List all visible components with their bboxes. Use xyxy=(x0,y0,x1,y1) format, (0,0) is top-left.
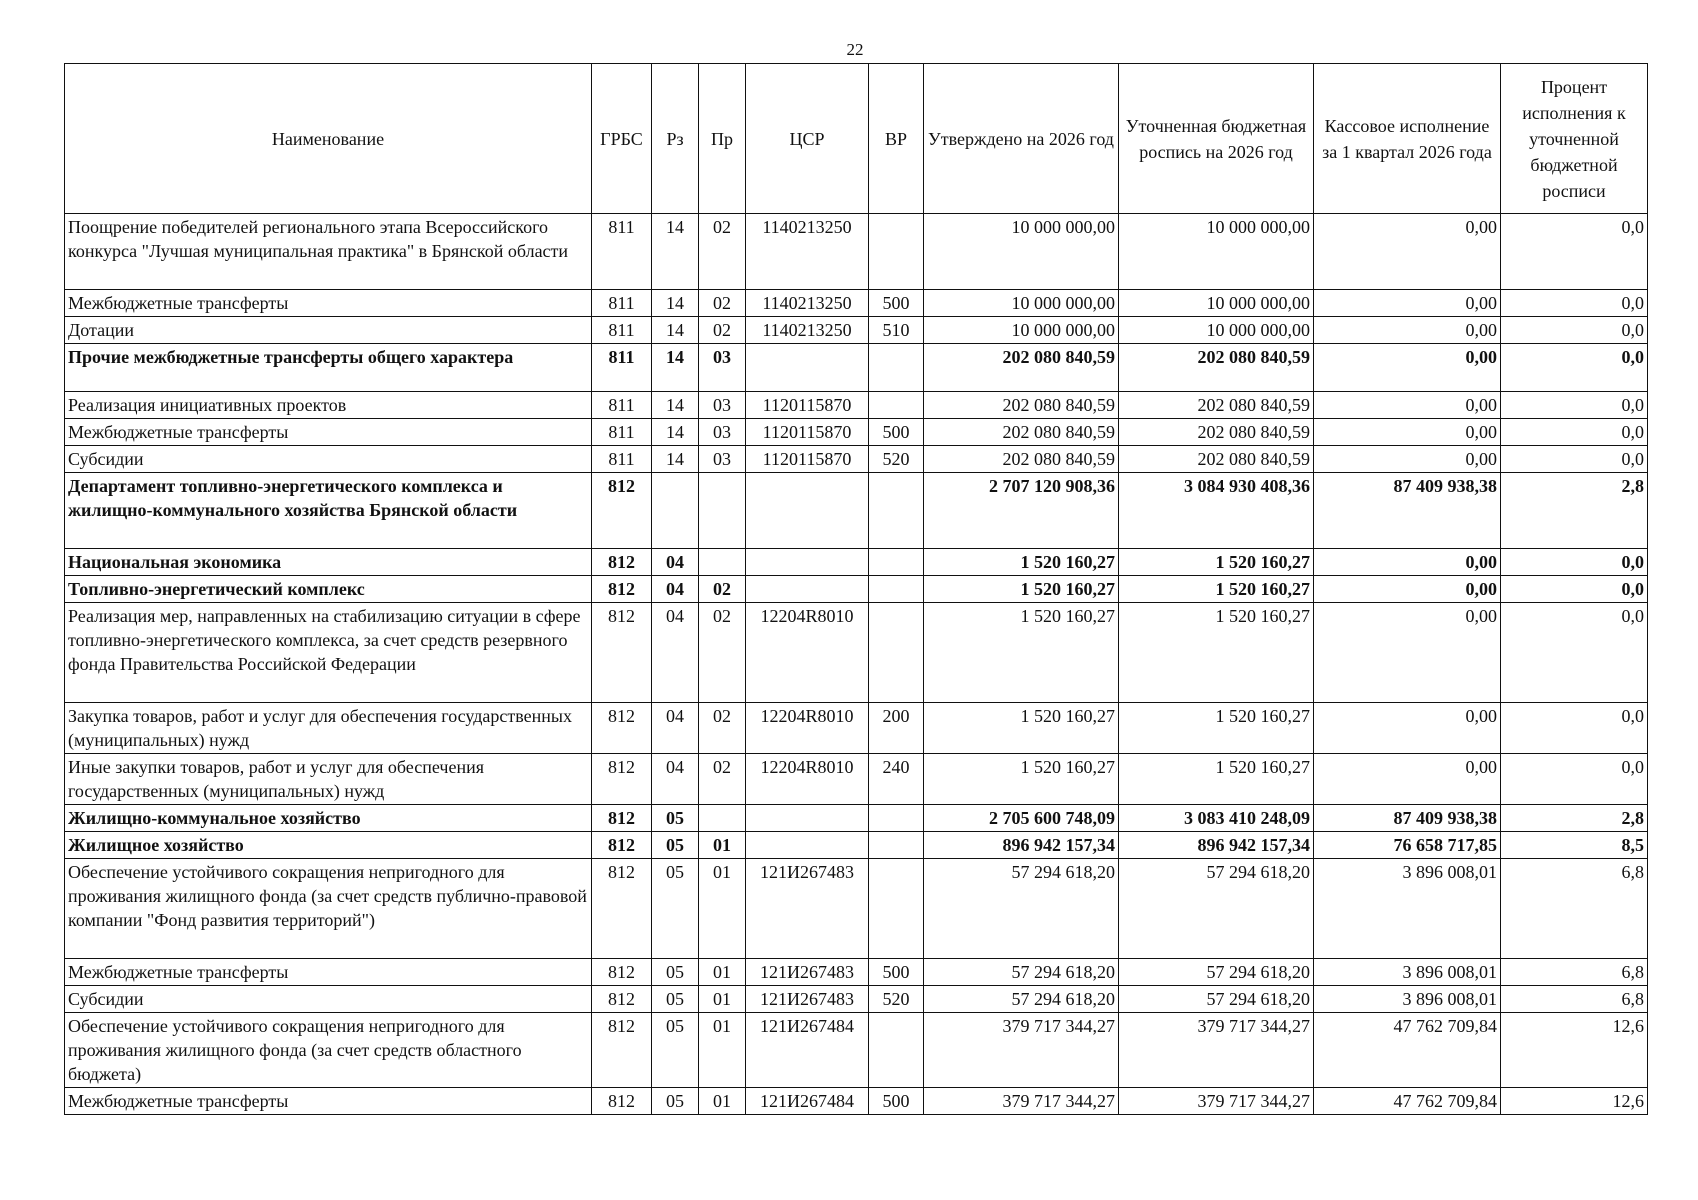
cell-name: Поощрение победителей регионального этапа Всероссийского конкурса "Лучшая муниципальная практика" в Брянской области xyxy=(65,214,592,290)
header-name: Наименование xyxy=(65,64,592,214)
cell-percent: 0,0 xyxy=(1501,603,1648,703)
cell-refined: 1 520 160,27 xyxy=(1119,549,1314,576)
cell-name: Обеспечение устойчивого сокращения непригодного для проживания жилищного фонда (за счет средств областного бюджета) xyxy=(65,1013,592,1088)
cell-rz: 14 xyxy=(652,317,699,344)
cell-vr xyxy=(869,832,924,859)
cell-refined: 1 520 160,27 xyxy=(1119,754,1314,805)
cell-cash: 0,00 xyxy=(1314,344,1501,392)
cell-approved: 57 294 618,20 xyxy=(924,959,1119,986)
cell-name: Топливно-энергетический комплекс xyxy=(65,576,592,603)
cell-vr xyxy=(869,603,924,703)
cell-csr: 121И267483 xyxy=(746,859,869,959)
cell-csr: 121И267483 xyxy=(746,986,869,1013)
cell-grbs: 811 xyxy=(592,392,652,419)
cell-rz: 14 xyxy=(652,446,699,473)
cell-refined: 202 080 840,59 xyxy=(1119,446,1314,473)
header-pr: Пр xyxy=(699,64,746,214)
cell-vr: 500 xyxy=(869,419,924,446)
header-percent: Процент исполнения к уточненной бюджетной росписи xyxy=(1501,64,1648,214)
table-row xyxy=(65,603,1648,703)
cell-name: Закупка товаров, работ и услуг для обеспечения государственных (муниципальных) нужд xyxy=(65,703,592,754)
cell-cash: 0,00 xyxy=(1314,446,1501,473)
cell-csr: 1140213250 xyxy=(746,317,869,344)
cell-rz: 04 xyxy=(652,754,699,805)
cell-approved: 1 520 160,27 xyxy=(924,603,1119,703)
cell-vr xyxy=(869,473,924,549)
cell-grbs: 812 xyxy=(592,703,652,754)
cell-csr xyxy=(746,832,869,859)
cell-percent: 12,6 xyxy=(1501,1013,1648,1088)
table-row xyxy=(65,859,1648,959)
cell-approved: 202 080 840,59 xyxy=(924,344,1119,392)
cell-cash: 0,00 xyxy=(1314,419,1501,446)
cell-name: Межбюджетные трансферты xyxy=(65,959,592,986)
cell-rz: 14 xyxy=(652,344,699,392)
cell-percent: 12,6 xyxy=(1501,1088,1648,1115)
cell-vr xyxy=(869,549,924,576)
cell-refined: 57 294 618,20 xyxy=(1119,986,1314,1013)
table-body xyxy=(65,214,1648,1115)
cell-grbs: 812 xyxy=(592,549,652,576)
cell-percent: 2,8 xyxy=(1501,805,1648,832)
cell-refined: 202 080 840,59 xyxy=(1119,419,1314,446)
table-row xyxy=(65,986,1648,1013)
cell-approved: 2 707 120 908,36 xyxy=(924,473,1119,549)
cell-grbs: 812 xyxy=(592,473,652,549)
cell-refined: 202 080 840,59 xyxy=(1119,344,1314,392)
cell-refined: 202 080 840,59 xyxy=(1119,392,1314,419)
cell-percent: 8,5 xyxy=(1501,832,1648,859)
header-refined: Уточненная бюджетная роспись на 2026 год xyxy=(1119,64,1314,214)
cell-approved: 1 520 160,27 xyxy=(924,703,1119,754)
cell-csr: 1120115870 xyxy=(746,419,869,446)
cell-grbs: 812 xyxy=(592,832,652,859)
cell-refined: 10 000 000,00 xyxy=(1119,290,1314,317)
cell-csr: 121И267483 xyxy=(746,959,869,986)
cell-name: Обеспечение устойчивого сокращения непригодного для проживания жилищного фонда (за счет средств публично-правовой компании "Фонд развития территорий") xyxy=(65,859,592,959)
cell-rz: 14 xyxy=(652,392,699,419)
cell-approved: 10 000 000,00 xyxy=(924,317,1119,344)
cell-csr: 121И267484 xyxy=(746,1088,869,1115)
cell-rz: 05 xyxy=(652,805,699,832)
cell-pr xyxy=(699,805,746,832)
cell-percent: 0,0 xyxy=(1501,317,1648,344)
cell-name: Жилищно-коммунальное хозяйство xyxy=(65,805,592,832)
cell-vr: 520 xyxy=(869,446,924,473)
cell-refined: 1 520 160,27 xyxy=(1119,576,1314,603)
cell-pr: 01 xyxy=(699,986,746,1013)
cell-percent: 0,0 xyxy=(1501,214,1648,290)
cell-rz xyxy=(652,473,699,549)
cell-grbs: 812 xyxy=(592,1088,652,1115)
cell-csr: 12204R8010 xyxy=(746,703,869,754)
table-row xyxy=(65,959,1648,986)
cell-percent: 0,0 xyxy=(1501,576,1648,603)
cell-pr: 02 xyxy=(699,290,746,317)
cell-refined: 379 717 344,27 xyxy=(1119,1013,1314,1088)
cell-pr: 02 xyxy=(699,317,746,344)
cell-vr xyxy=(869,576,924,603)
cell-refined: 3 083 410 248,09 xyxy=(1119,805,1314,832)
cell-refined: 57 294 618,20 xyxy=(1119,859,1314,959)
cell-percent: 0,0 xyxy=(1501,419,1648,446)
cell-rz: 05 xyxy=(652,1013,699,1088)
cell-pr xyxy=(699,549,746,576)
cell-cash: 3 896 008,01 xyxy=(1314,986,1501,1013)
cell-cash: 87 409 938,38 xyxy=(1314,473,1501,549)
header-grbs: ГРБС xyxy=(592,64,652,214)
cell-csr xyxy=(746,473,869,549)
cell-approved: 2 705 600 748,09 xyxy=(924,805,1119,832)
table-row xyxy=(65,703,1648,754)
cell-cash: 0,00 xyxy=(1314,549,1501,576)
table-row xyxy=(65,1088,1648,1115)
header-vr: ВР xyxy=(869,64,924,214)
cell-grbs: 811 xyxy=(592,214,652,290)
cell-pr: 01 xyxy=(699,859,746,959)
cell-rz: 14 xyxy=(652,214,699,290)
cell-vr: 520 xyxy=(869,986,924,1013)
cell-csr: 1140213250 xyxy=(746,214,869,290)
cell-grbs: 812 xyxy=(592,1013,652,1088)
table-row xyxy=(65,754,1648,805)
table-row xyxy=(65,392,1648,419)
table-header-row xyxy=(65,64,1648,214)
cell-percent: 0,0 xyxy=(1501,754,1648,805)
table-row xyxy=(65,214,1648,290)
cell-name: Субсидии xyxy=(65,446,592,473)
cell-rz: 05 xyxy=(652,1088,699,1115)
cell-cash: 0,00 xyxy=(1314,214,1501,290)
cell-cash: 0,00 xyxy=(1314,576,1501,603)
table-row xyxy=(65,446,1648,473)
cell-grbs: 812 xyxy=(592,959,652,986)
cell-percent: 2,8 xyxy=(1501,473,1648,549)
cell-approved: 57 294 618,20 xyxy=(924,859,1119,959)
cell-pr: 03 xyxy=(699,419,746,446)
cell-name: Реализация инициативных проектов xyxy=(65,392,592,419)
cell-refined: 10 000 000,00 xyxy=(1119,317,1314,344)
table-row xyxy=(65,832,1648,859)
cell-vr xyxy=(869,805,924,832)
cell-name: Межбюджетные трансферты xyxy=(65,419,592,446)
cell-csr: 12204R8010 xyxy=(746,603,869,703)
cell-name: Жилищное хозяйство xyxy=(65,832,592,859)
cell-cash: 0,00 xyxy=(1314,317,1501,344)
cell-pr: 03 xyxy=(699,446,746,473)
cell-grbs: 812 xyxy=(592,576,652,603)
cell-approved: 1 520 160,27 xyxy=(924,549,1119,576)
cell-cash: 0,00 xyxy=(1314,603,1501,703)
cell-grbs: 811 xyxy=(592,419,652,446)
cell-name: Реализация мер, направленных на стабилизацию ситуации в сфере топливно-энергетического комплекса, за счет средств резервного фонда Правительства Российской Федерации xyxy=(65,603,592,703)
table-row xyxy=(65,576,1648,603)
cell-percent: 6,8 xyxy=(1501,986,1648,1013)
cell-cash: 3 896 008,01 xyxy=(1314,859,1501,959)
cell-cash: 87 409 938,38 xyxy=(1314,805,1501,832)
cell-pr: 01 xyxy=(699,832,746,859)
table-row xyxy=(65,473,1648,549)
cell-vr: 510 xyxy=(869,317,924,344)
table-row xyxy=(65,549,1648,576)
cell-csr: 1120115870 xyxy=(746,392,869,419)
cell-approved: 202 080 840,59 xyxy=(924,446,1119,473)
cell-approved: 379 717 344,27 xyxy=(924,1088,1119,1115)
cell-refined: 10 000 000,00 xyxy=(1119,214,1314,290)
cell-cash: 47 762 709,84 xyxy=(1314,1088,1501,1115)
cell-grbs: 811 xyxy=(592,290,652,317)
cell-rz: 05 xyxy=(652,959,699,986)
cell-pr: 01 xyxy=(699,1013,746,1088)
cell-vr xyxy=(869,859,924,959)
cell-percent: 6,8 xyxy=(1501,959,1648,986)
cell-grbs: 812 xyxy=(592,986,652,1013)
cell-refined: 896 942 157,34 xyxy=(1119,832,1314,859)
cell-rz: 04 xyxy=(652,549,699,576)
cell-csr: 1140213250 xyxy=(746,290,869,317)
cell-vr xyxy=(869,392,924,419)
cell-percent: 0,0 xyxy=(1501,344,1648,392)
cell-pr: 02 xyxy=(699,703,746,754)
cell-percent: 0,0 xyxy=(1501,703,1648,754)
table-row xyxy=(65,290,1648,317)
cell-pr xyxy=(699,473,746,549)
cell-rz: 05 xyxy=(652,832,699,859)
cell-vr: 500 xyxy=(869,290,924,317)
cell-rz: 14 xyxy=(652,419,699,446)
cell-vr xyxy=(869,344,924,392)
cell-name: Межбюджетные трансферты xyxy=(65,1088,592,1115)
cell-approved: 379 717 344,27 xyxy=(924,1013,1119,1088)
cell-pr: 01 xyxy=(699,1088,746,1115)
cell-grbs: 812 xyxy=(592,859,652,959)
cell-pr: 02 xyxy=(699,214,746,290)
cell-grbs: 811 xyxy=(592,344,652,392)
cell-csr xyxy=(746,344,869,392)
cell-cash: 0,00 xyxy=(1314,754,1501,805)
header-rz: Рз xyxy=(652,64,699,214)
cell-cash: 47 762 709,84 xyxy=(1314,1013,1501,1088)
cell-cash: 0,00 xyxy=(1314,290,1501,317)
cell-name: Иные закупки товаров, работ и услуг для обеспечения государственных (муниципальных) нужд xyxy=(65,754,592,805)
cell-approved: 10 000 000,00 xyxy=(924,290,1119,317)
cell-name: Дотации xyxy=(65,317,592,344)
cell-refined: 379 717 344,27 xyxy=(1119,1088,1314,1115)
cell-csr xyxy=(746,576,869,603)
cell-pr: 02 xyxy=(699,576,746,603)
cell-rz: 04 xyxy=(652,603,699,703)
cell-csr xyxy=(746,549,869,576)
cell-percent: 0,0 xyxy=(1501,549,1648,576)
table-row xyxy=(65,805,1648,832)
cell-pr: 02 xyxy=(699,603,746,703)
cell-refined: 57 294 618,20 xyxy=(1119,959,1314,986)
cell-vr xyxy=(869,1013,924,1088)
cell-cash: 0,00 xyxy=(1314,392,1501,419)
cell-name: Субсидии xyxy=(65,986,592,1013)
cell-percent: 0,0 xyxy=(1501,392,1648,419)
cell-approved: 57 294 618,20 xyxy=(924,986,1119,1013)
cell-vr: 240 xyxy=(869,754,924,805)
cell-rz: 05 xyxy=(652,986,699,1013)
cell-approved: 10 000 000,00 xyxy=(924,214,1119,290)
cell-csr: 1120115870 xyxy=(746,446,869,473)
cell-rz: 05 xyxy=(652,859,699,959)
cell-rz: 04 xyxy=(652,576,699,603)
cell-name: Департамент топливно-энергетического комплекса и жилищно-коммунального хозяйства Брянской области xyxy=(65,473,592,549)
cell-grbs: 811 xyxy=(592,446,652,473)
cell-rz: 04 xyxy=(652,703,699,754)
cell-cash: 76 658 717,85 xyxy=(1314,832,1501,859)
cell-name: Прочие межбюджетные трансферты общего характера xyxy=(65,344,592,392)
cell-csr xyxy=(746,805,869,832)
cell-vr: 200 xyxy=(869,703,924,754)
cell-pr: 01 xyxy=(699,959,746,986)
cell-refined: 1 520 160,27 xyxy=(1119,603,1314,703)
cell-grbs: 812 xyxy=(592,603,652,703)
cell-approved: 202 080 840,59 xyxy=(924,419,1119,446)
cell-cash: 0,00 xyxy=(1314,703,1501,754)
cell-approved: 202 080 840,59 xyxy=(924,392,1119,419)
header-cash: Кассовое исполнение за 1 квартал 2026 года xyxy=(1314,64,1501,214)
cell-refined: 3 084 930 408,36 xyxy=(1119,473,1314,549)
cell-pr: 02 xyxy=(699,754,746,805)
cell-name: Национальная экономика xyxy=(65,549,592,576)
cell-csr: 12204R8010 xyxy=(746,754,869,805)
cell-percent: 6,8 xyxy=(1501,859,1648,959)
header-csr: ЦСР xyxy=(746,64,869,214)
table-row xyxy=(65,317,1648,344)
table-row xyxy=(65,419,1648,446)
page-number: 22 xyxy=(846,40,864,59)
cell-pr: 03 xyxy=(699,392,746,419)
cell-vr xyxy=(869,214,924,290)
cell-csr: 121И267484 xyxy=(746,1013,869,1088)
cell-vr: 500 xyxy=(869,959,924,986)
cell-cash: 3 896 008,01 xyxy=(1314,959,1501,986)
cell-approved: 1 520 160,27 xyxy=(924,576,1119,603)
cell-rz: 14 xyxy=(652,290,699,317)
table-row xyxy=(65,344,1648,392)
cell-grbs: 812 xyxy=(592,754,652,805)
cell-approved: 1 520 160,27 xyxy=(924,754,1119,805)
header-approved: Утверждено на 2026 год xyxy=(924,64,1119,214)
cell-grbs: 811 xyxy=(592,317,652,344)
cell-grbs: 812 xyxy=(592,805,652,832)
cell-refined: 1 520 160,27 xyxy=(1119,703,1314,754)
budget-table xyxy=(64,63,1648,1115)
cell-percent: 0,0 xyxy=(1501,446,1648,473)
table-row xyxy=(65,1013,1648,1088)
cell-vr: 500 xyxy=(869,1088,924,1115)
cell-percent: 0,0 xyxy=(1501,290,1648,317)
cell-approved: 896 942 157,34 xyxy=(924,832,1119,859)
cell-name: Межбюджетные трансферты xyxy=(65,290,592,317)
cell-pr: 03 xyxy=(699,344,746,392)
